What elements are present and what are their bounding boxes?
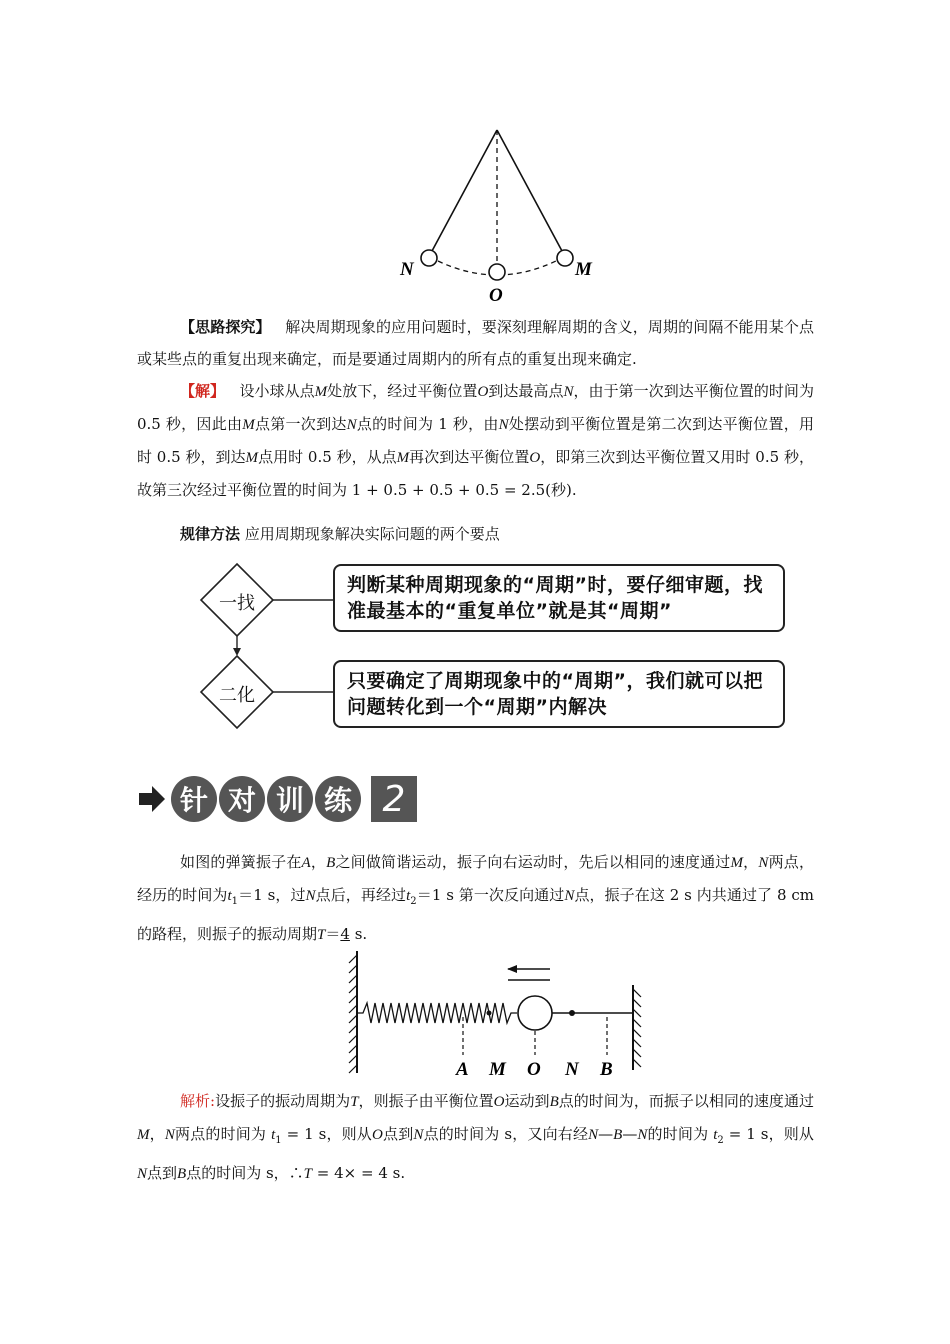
step2-box [333,660,785,728]
solution-text: 设小球从点 [239,382,315,400]
solution-text: 再次到达平衡位置 [409,448,530,466]
step2-text: 只要确定了周期现象中的“周期”，我们就可以把问题转化到一个“周期”内解决 [347,670,763,718]
solution-text: 点第一次到达 [254,415,347,433]
problem-text: 如图的弹簧振子在 [180,853,302,871]
solution-text: ，即第三次到达平衡位置又用时 0.5 秒，故第三次经过平衡位置的时间为 1 + 0.5 + 0.5 + 0.5 = 2.5(秒). [137,448,814,499]
analysis-tag: 解析: [180,1092,216,1110]
pendulum-diagram [395,125,605,310]
arrow-right-icon [137,784,167,814]
analysis-text: 点到 [382,1125,414,1143]
problem-text: 点后，再经过 [315,886,407,904]
solution-paragraph: 【解】 设小球从点M处放下，经过平衡位置O到达最高点N，由于第一次到达平衡位置的时间为 0.5 秒，因此由M点第一次到达N点的时间为 1 秒，由N处摆动到平衡位置是第二次到达平衡位置，用时 0.5 秒，到达M点用时 0.5 秒，从点M再次到达平衡位置O，即第三次到达平衡位置又用时 0.5 秒，故第三次经过平衡位置的时间为 1 + 0.5 + 0.5 + 0.5 = 2.5(秒). [137,382,814,499]
analysis-text: 运动到 [504,1092,550,1110]
spring-diagram [345,945,645,1080]
method-text: 应用周期现象解决实际问题的两个要点 [244,525,500,543]
spring-label-a: A [456,1059,469,1080]
problem-text: ＝1 s，过 [238,886,306,904]
spring-label-n: N [565,1059,579,1080]
analysis-text: 点的时间为，而振子以相同的速度通过 [558,1092,814,1110]
solution-text: ，由于第一次到达平衡位置的时间为 0.5 秒，因此由 [137,382,814,433]
problem-text: s. [349,925,368,943]
step2-tag: 二化 [219,685,255,706]
analysis-text: 点到 [147,1164,178,1182]
problem-text: 点，振子在这 2 s 内共通过了 8 cm 的路程，则振子的振动周期 [137,886,814,943]
training-heading [137,776,417,822]
solution-text: 点的时间为 1 秒，由 [356,415,499,433]
step1-box [333,564,785,632]
method-flow-lines [195,560,335,740]
step1-text: 判断某种周期现象的“周期”时，要仔细审题，找准最基本的“重复单位”就是其“周期” [347,574,763,622]
analysis-text: = 1 s，则从 [286,1125,372,1143]
method-title: 规律方法 [180,525,241,543]
analysis-text: 两点的时间为 [174,1125,267,1143]
training-number: 2 [371,776,417,822]
problem-paragraph: 如图的弹簧振子在A，B之间做简谐运动，振子向右运动时，先后以相同的速度通过M，N两点，经历的时间为$t_1=1$ s，过N点后，再经过$t_2=1$ s 第一次反向通过N点，振子在这 2 s 内共通过了 8 cm 的路程，则振子的振动周期T＝4 s. [137,853,814,943]
analysis-text: 点的时间为 s，又向右经 [423,1125,589,1143]
spring-label-m: M [489,1059,506,1080]
label-m: M [575,259,592,280]
training-char: 训 [267,776,313,822]
analysis-text: 的时间为 [647,1125,709,1143]
analysis-text: = 4× = 4 s. [316,1164,406,1182]
label-n: N [400,259,414,280]
solution-text: 处摆动到平衡位置是第二次到达平衡位置，用时 0.5 秒，到达 [137,415,814,466]
problem-text: ＝1 s 第一次反向通过 [416,886,565,904]
spring-label-o: O [527,1059,541,1080]
problem-text: 两点，经历的时间为 [137,853,814,904]
solution-text: 点用时 0.5 秒，从点 [258,448,397,466]
solution-text: 处放下，经过平衡位置 [327,382,478,400]
idea-tag: 【思路探究】 [180,318,271,336]
training-char: 练 [315,776,361,822]
idea-text: 解决周期现象的应用问题时，要深刻理解周期的含义，周期的间隔不能用某个点或某些点的重复出现来确定，而是要通过周期内的所有点的重复出现来确定. [137,318,814,368]
solution-text: 到达最高点 [488,382,564,400]
analysis-text: ，则振子由平衡位置 [358,1092,494,1110]
problem-text: ＝ [325,925,341,943]
step1-tag: 一找 [219,593,255,614]
analysis-paragraph: 解析:设振子的振动周期为T，则振子由平衡位置O运动到B点的时间为，而振子以相同的速度通过M，N两点的时间为 $t_1 = 1$ s，则从O点到N点的时间为 s，又向右经N—B—N的时间为 $t_2 = 1$ s，则从N点到B点的时间为 s，∴T = 4× = 4 s. [137,1092,814,1182]
problem-text: 之间做简谐运动，振子向右运动时，先后以相同的速度通过 [335,853,731,871]
spring-label-b: B [600,1059,613,1080]
training-char: 对 [219,776,265,822]
method-heading [180,518,820,550]
solution-tag: 【解】 [180,382,226,400]
idea-paragraph [137,311,814,375]
training-char: 针 [171,776,217,822]
analysis-text: 设振子的振动周期为 [215,1092,351,1110]
analysis-text: 点的时间为 s，∴ [186,1164,304,1182]
analysis-text: = 1 s，则从 [728,1125,814,1143]
answer-value: 4 [340,925,350,943]
label-o: O [489,285,503,306]
